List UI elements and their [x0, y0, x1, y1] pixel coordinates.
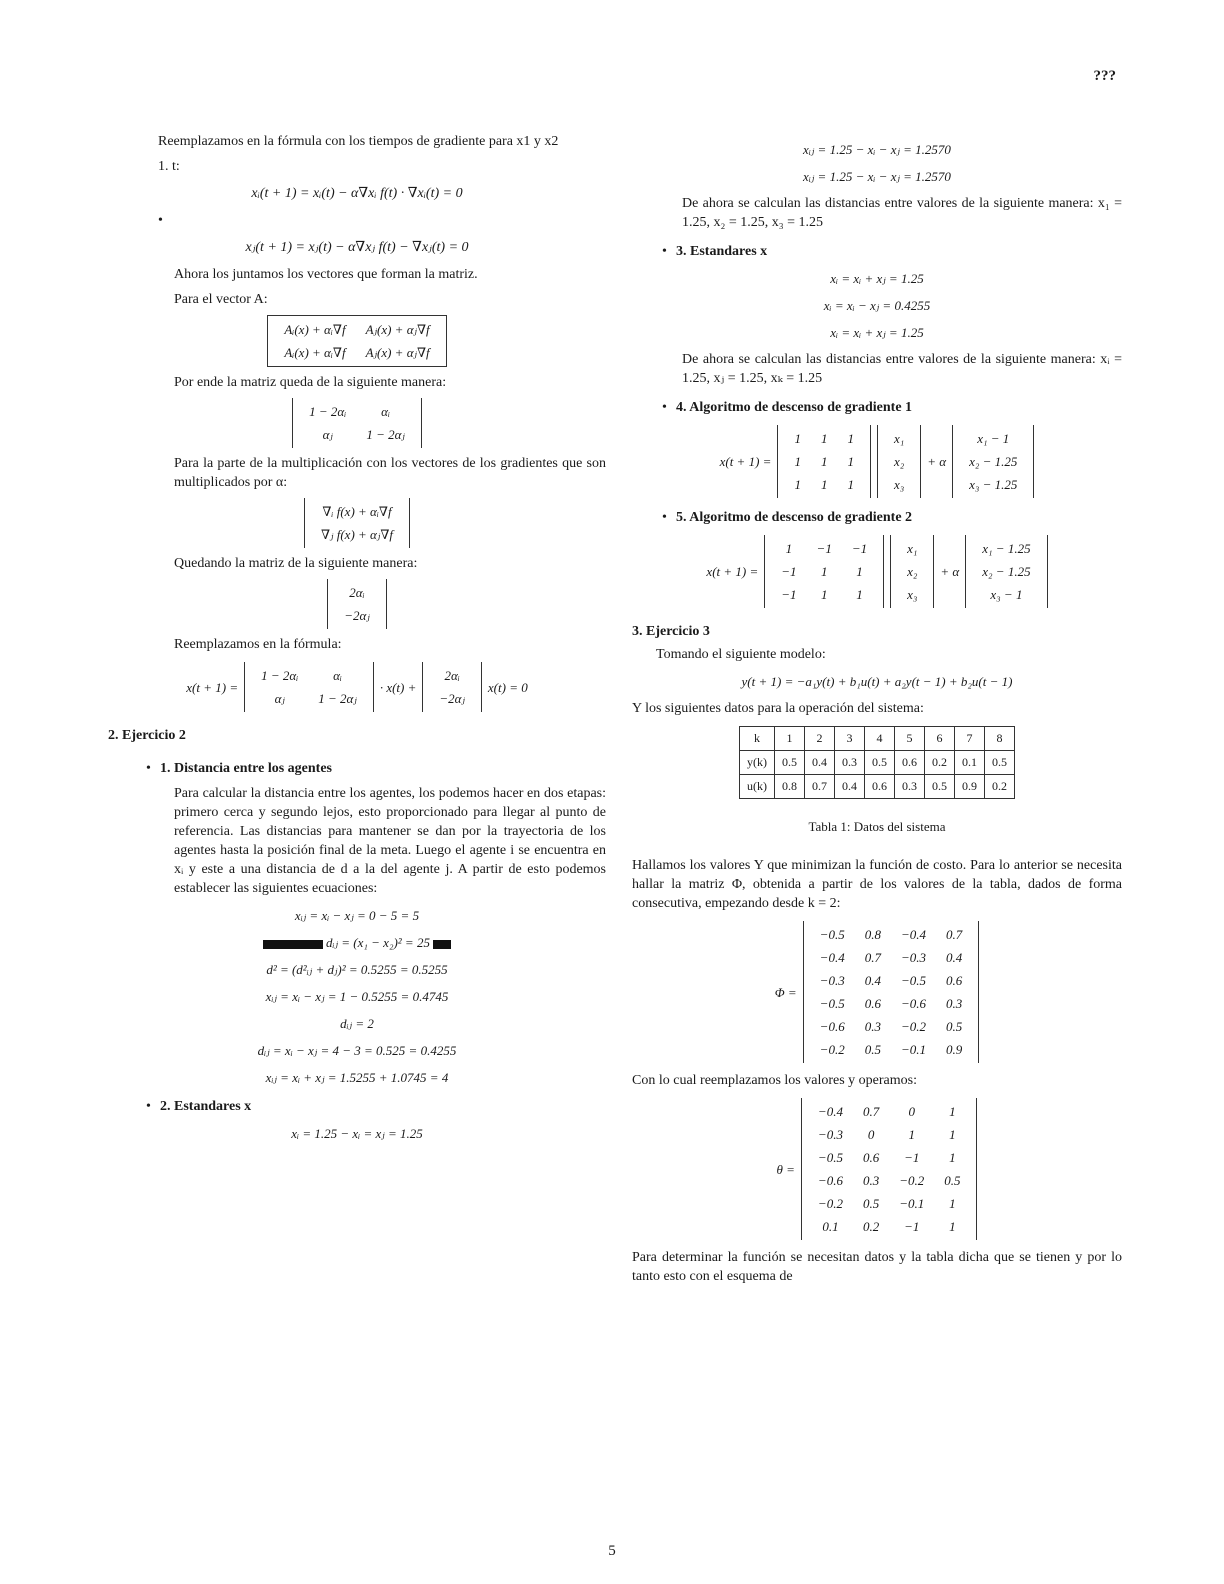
paragraph: Para determinar la función se necesitan datos y la tabla dicha que se tienen y por lo tanto esto con el esquema de [632, 1250, 1122, 1284]
table-row: y(k) 0.5 0.4 0.3 0.5 0.6 0.2 0.1 0.5 [740, 751, 1015, 775]
data-table [739, 726, 1015, 799]
equation: xᵢ(t + 1) = xᵢ(t) − α∇xᵢ f(t) · ∇xᵢ(t) = 0 [251, 186, 463, 201]
paragraph: Para el vector A: [174, 292, 268, 307]
table-row: k 1 2 3 4 5 6 7 8 [740, 727, 1015, 751]
subsection-heading: • 5. Algoritmo de descenso de gradiente 2 [662, 510, 913, 525]
equation: xᵢ = xᵢ + xⱼ = 1.25 [830, 325, 924, 340]
paragraph: De ahora se calculan las distancias entre valores de la siguiente manera: xᵢ = 1.25, xⱼ = 1.25, xₖ = 1.25 [682, 352, 1122, 386]
matrix: 1 − 2αᵢ αᵢ αⱼ 1 − 2αⱼ [292, 398, 422, 448]
equation: xⱼ(t + 1) = xⱼ(t) − α∇xⱼ f(t) − ∇xⱼ(t) = 0 [245, 240, 469, 255]
bullet-dot: • [158, 213, 163, 228]
matrix: ∇ᵢ f(x) + αᵢ∇f ∇ⱼ f(x) + αⱼ∇f [304, 498, 410, 548]
equation: xᵢⱼ = 1.25 − xᵢ − xⱼ = 1.2570 [803, 169, 951, 184]
paragraph: Quedando la matriz de la siguiente manera: [174, 556, 418, 571]
equation: xᵢⱼ = 1.25 − xᵢ − xⱼ = 1.2570 [803, 142, 951, 157]
equation: xᵢ = xᵢ − xⱼ = 0.4255 [823, 298, 931, 313]
paragraph: Para la parte de la multiplicación con los vectores de los gradientes que son multiplicados por α: [174, 456, 606, 490]
equation: x(t + 1) = 1 −1 −1 −1 1 1 −1 1 1 x₁ x₂ x₃ + α x₁ − 1.25 x₂ − 1.25 x₃ − 1 [632, 535, 1122, 608]
equation: θ = −0.4 0.7 0 1 −0.3 0 1 1 −0.5 0.6 −1 1 −0.6 0.3 −0.2 0.5 −0.2 0.5 −0.1 1 0.1 0.2 −1 1 [632, 1098, 1122, 1240]
equation: x(t + 1) = 1 1 1 1 1 1 1 1 1 x₁ x₂ x₃ + α x₁ − 1 x₂ − 1.25 x₃ − 1.25 [632, 425, 1122, 498]
paragraph: Reemplazamos en la fórmula con los tiempos de gradiente para x1 y x2 [158, 134, 559, 149]
equation: Φ = −0.5 0.8 −0.4 0.7 −0.4 0.7 −0.3 0.4 −0.3 0.4 −0.5 0.6 −0.5 0.6 −0.6 0.3 −0.6 0.3 −0.2 0.5 −0.2 0.5 −0.1 0.9 [632, 921, 1122, 1063]
equation: xᵢ = xᵢ + xⱼ = 1.25 [830, 271, 924, 286]
paragraph: Por ende la matriz queda de la siguiente manera: [174, 375, 447, 390]
paragraph: Y los siguientes datos para la operación del sistema: [632, 701, 924, 716]
paragraph: De ahora se calculan las distancias entre valores de la siguiente manera: x₁ = 1.25, x₂ = 1.25, x₃ = 1.25 [682, 196, 1122, 230]
table-caption: Tabla 1: Datos del sistema [808, 819, 946, 834]
matrix: 2αᵢ −2αⱼ [327, 579, 387, 629]
equation: xᵢⱼ = xᵢ + xⱼ = 1.5255 + 1.0745 = 4 [265, 1070, 449, 1085]
equation: dᵢⱼ = 2 [340, 1016, 374, 1031]
subsection-heading: • 4. Algoritmo de descenso de gradiente 1 [662, 400, 913, 415]
page-number: ??? [1093, 68, 1116, 84]
section-heading: 3. Ejercicio 3 [632, 624, 710, 639]
equation: x(t + 1) = 1 − 2αᵢ αᵢ αⱼ 1 − 2αⱼ · x(t) + 2αᵢ −2αⱼ x(t) = 0 [108, 662, 606, 712]
redaction-bar [263, 940, 323, 949]
equation: d² = (d²ᵢⱼ + dⱼ)² = 0.5255 = 0.5255 [266, 962, 448, 977]
equation: dᵢⱼ = xᵢ − xⱼ = 4 − 3 = 0.525 = 0.4255 [257, 1043, 457, 1058]
equation: xᵢⱼ = xᵢ − xⱼ = 1 − 0.5255 = 0.4745 [265, 989, 449, 1004]
subsection-heading: • 1. Distancia entre los agentes [146, 761, 332, 776]
paragraph: Hallamos los valores Y que minimizan la función de costo. Para lo anterior se necesita hallar la matriz Φ, obtenida a partir de los valores de la tabla, dados de forma consecutiva, empezando desde k = 2: [632, 858, 1122, 911]
equation: xᵢ = 1.25 − xᵢ = xⱼ = 1.25 [291, 1126, 423, 1141]
redaction-bar [433, 940, 451, 949]
table-row: u(k) 0.8 0.7 0.4 0.6 0.3 0.5 0.9 0.2 [740, 775, 1015, 799]
right-column [632, 132, 1122, 1292]
paragraph: Reemplazamos en la fórmula: [174, 637, 342, 652]
section-heading: 2. Ejercicio 2 [108, 728, 186, 743]
footer-page-number: 5 [608, 1543, 616, 1559]
matrix: Aᵢ(x) + αᵢ∇f Aⱼ(x) + αⱼ∇f Aᵢ(x) + αᵢ∇f Aⱼ(x) + αⱼ∇f [267, 315, 446, 367]
left-column [108, 132, 606, 1151]
paragraph: Para calcular la distancia entre los agentes, los podemos hacer en dos etapas: primero cerca y segundo lejos, esto proporcionado para llegar al punto de referencia. Las distancias para mantener se dan por la trayectoria de los agentes hasta la posición final de la meta. Luego el agente i se encuentra en xᵢ y este a una distancia de d a la del agente j. A partir de esto podemos establecer las siguientes ecuaciones: [174, 786, 606, 896]
paragraph: Tomando el siguiente modelo: [656, 647, 826, 662]
equation: y(t + 1) = −a₁y(t) + b₁u(t) + a₂y(t − 1) + b₂u(t − 1) [741, 674, 1013, 689]
paragraph: Ahora los juntamos los vectores que forman la matriz. [174, 267, 478, 282]
subsection-heading: • 2. Estandares x [146, 1099, 252, 1114]
paragraph: Con lo cual reemplazamos los valores y operamos: [632, 1073, 917, 1088]
subsection-heading: • 3. Estandares x [662, 244, 768, 259]
equation: dᵢⱼ = (x₁ − x₂)² = 25 [108, 933, 606, 952]
equation: xᵢⱼ = xᵢ − xⱼ = 0 − 5 = 5 [294, 908, 420, 923]
item-label: 1. t: [158, 159, 180, 174]
